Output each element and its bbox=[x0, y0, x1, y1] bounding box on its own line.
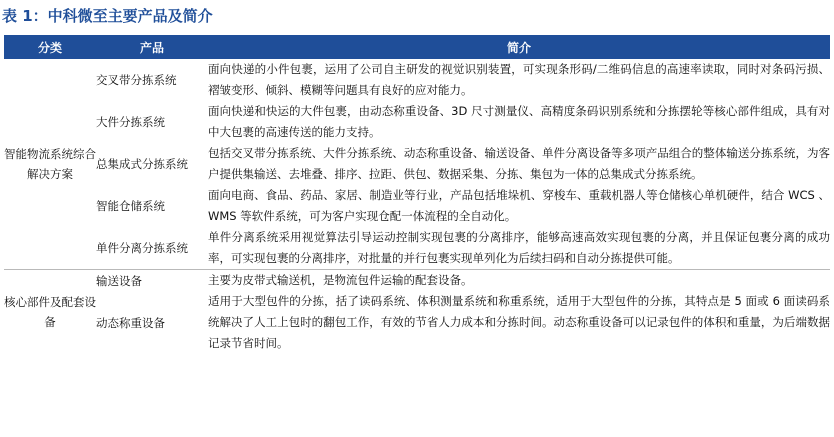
description-cell: 面向快递的小件包裹，运用了公司自主研发的视觉识别装置，可实现条形码/二维码信息的高速率读取，同时对条码污损、褶皱变形、倾斜、模糊等问题具有良好的应对能力。 bbox=[208, 62, 830, 97]
header-category: 分类 bbox=[4, 35, 96, 59]
table-title: 表 1：中科微至主要产品及简介 bbox=[2, 7, 213, 25]
description-cell: 适用于大型包件的分拣，括了读码系统、体积测量系统和称重系统，适用于大型包件的分拣，其特点是 5 面或 6 面读码系统解决了人工上包时的翻包工作，有效的节省人力成本和分拣时间。动态称重设备可以记录包件的体积和重量，为后端数据记录节省时间。 bbox=[208, 294, 830, 350]
table-row bbox=[4, 101, 830, 143]
table-row bbox=[4, 143, 830, 185]
table-row bbox=[4, 59, 830, 101]
header-product: 产品 bbox=[96, 35, 208, 59]
category-cell: 智能物流系统综合解决方案 bbox=[4, 147, 96, 181]
table-row bbox=[4, 227, 830, 270]
product-cell: 智能仓储系统 bbox=[96, 199, 165, 213]
description-cell: 包括交叉带分拣系统、大件分拣系统、动态称重设备、输送设备、单件分离设备等多项产品组合的整体输送分拣系统，为客户提供集输送、去堆叠、排序、拉距、供包、数据采集、分拣、集包为一体的总集成式分拣系统。 bbox=[208, 146, 830, 181]
header-description: 简介 bbox=[208, 35, 830, 59]
table-row bbox=[4, 291, 830, 354]
table-row bbox=[4, 270, 830, 292]
product-cell: 输送设备 bbox=[96, 270, 208, 292]
table-header-row bbox=[4, 35, 830, 59]
description-cell: 单件分离系统采用视觉算法引导运动控制实现包裹的分离排序，能够高速高效实现包裹的分离，并且保证包裹分离的成功率，可实现包裹的分离排序，对批量的并行包裹实现单列化为后续扫码和自动分拣提供可能。 bbox=[208, 227, 830, 270]
product-cell: 动态称重设备 bbox=[96, 315, 165, 330]
category-cell: 核心部件及配套设备 bbox=[4, 270, 96, 355]
products-table bbox=[4, 35, 830, 354]
table-row bbox=[4, 185, 830, 227]
product-cell: 单件分离分拣系统 bbox=[96, 227, 208, 270]
product-cell: 交叉带分拣系统 bbox=[96, 73, 177, 87]
description-cell: 面向快递和快运的大件包裹，由动态称重设备、3D 尺寸测量仪、高精度条码识别系统和分拣摆轮等核心部件组成，具有对中大包裹的高速传送的能力支持。 bbox=[208, 104, 830, 139]
product-cell: 总集成式分拣系统 bbox=[96, 157, 188, 171]
description-cell: 面向电商、食品、药品、家居、制造业等行业，产品包括堆垛机、穿梭车、重载机器人等仓储核心单机硬件，结合 WCS 、 WMS 等软件系统，可为客户实现仓配一体流程的全自动化。 bbox=[208, 188, 830, 223]
description-cell: 主要为皮带式输送机，是物流包件运输的配套设备。 bbox=[208, 270, 830, 292]
product-cell: 大件分拣系统 bbox=[96, 115, 165, 129]
